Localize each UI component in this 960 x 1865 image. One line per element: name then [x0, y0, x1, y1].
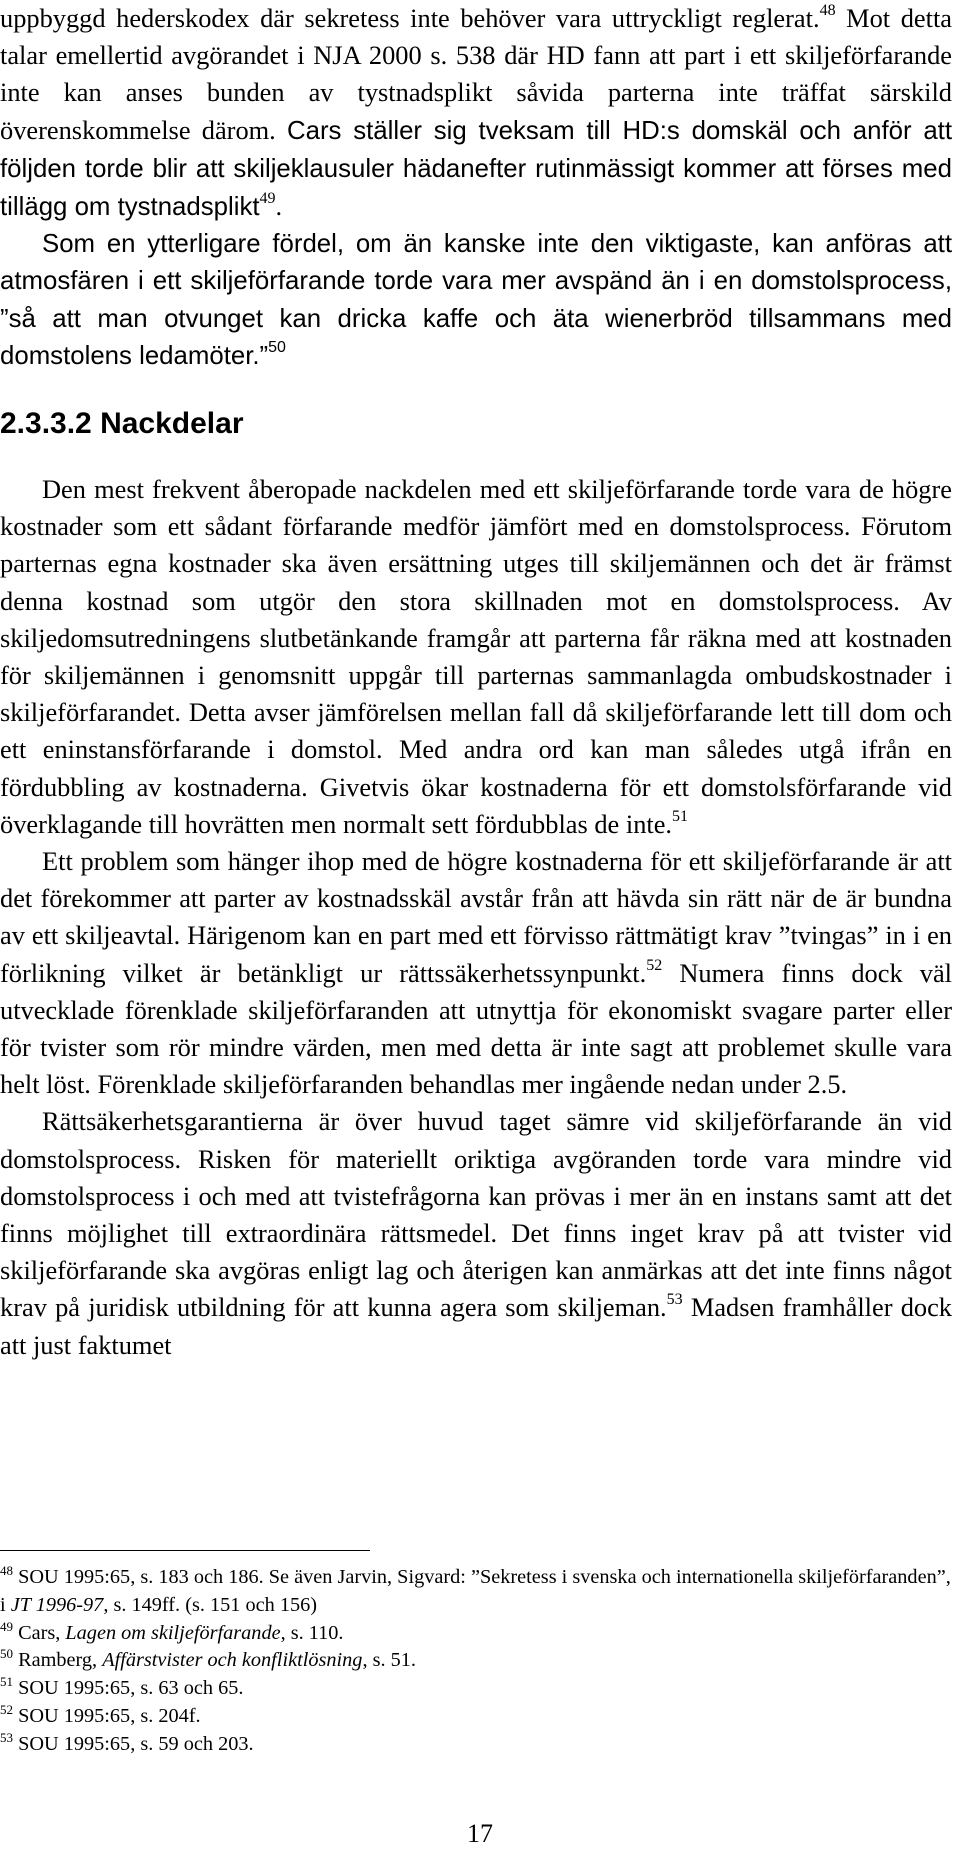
footnote-text: Ramberg, — [13, 1649, 103, 1672]
text-run-sans: Cars ställer sig tveksam till HD:s domskäl och anför att följden torde blir att skiljeklausuler hädanefter rutinmässigt kommer att förses med tillägg om tystnadsplikt — [0, 116, 952, 222]
footnote-title: JT 1996-97 — [10, 1593, 104, 1616]
page-number: 17 — [467, 1819, 493, 1848]
footnote-number: 51 — [0, 1674, 13, 1690]
body-text-section — [0, 471, 952, 1364]
footnote-text: SOU 1995:65, s. 204f. — [13, 1704, 201, 1727]
text-run: Numera finns dock väl utvecklade förenklade skiljeförfaranden att utnyttja för ekonomiskt svagare parter eller för tvister som rör mindre värden, men med detta är inte sagt att problemet skulle vara helt löst. Förenklade skiljeförfaranden behandlas mer ingående nedan under 2.5. — [0, 957, 952, 1100]
footnote-number: 50 — [0, 1646, 13, 1662]
text-run: Rättsäkerhetsgarantierna är över huvud taget sämre vid skiljeförfarande än vid domstolsprocess. Risken för materiellt oriktiga avgöranden torde vara mindre vid domstolsprocess i och med att tvistefrågorna kan prövas i mer än en instans samt att det finns möjlighet till extraordinära rättsmedel. Det finns inget krav på att tvister vid skiljeförfarande ska avgöras enligt lag och återigen kan anmärkas att det inte finns något krav på juridisk utbildning för att kunna agera som skiljeman. — [0, 1106, 952, 1323]
footnote-text: Cars, — [13, 1621, 66, 1644]
body-text-top — [0, 0, 952, 375]
paragraph-confidentiality — [0, 0, 952, 226]
paragraph-atmosphere — [0, 226, 952, 375]
footnote-item — [0, 1731, 952, 1759]
footnote-item — [0, 1620, 952, 1648]
paragraph-costs — [0, 471, 952, 843]
footnote-number: 53 — [0, 1729, 13, 1745]
footnote-text: SOU 1995:65, s. 63 och 65. — [13, 1677, 244, 1700]
footnote-title: Affärstvister och konfliktlösning — [102, 1649, 363, 1672]
footnote-item — [0, 1564, 952, 1620]
footnote-text: SOU 1995:65, s. 183 och 186. Se även Jarvin, Sigvard: ”Sekretess i svenska och internationella skiljeförfaranden”, i — [0, 1566, 951, 1616]
footnote-ref-49: 49 — [259, 190, 276, 208]
footnote-divider — [0, 1550, 370, 1551]
footnote-text: , s. 149ff. (s. 151 och 156) — [103, 1593, 317, 1616]
footnote-text: , s. 51. — [362, 1649, 416, 1672]
footnote-ref-52: 52 — [646, 956, 663, 974]
section-heading: 2.3.3.2 Nackdelar — [0, 407, 244, 440]
footnote-ref-48: 48 — [819, 2, 836, 19]
text-run-sans: Som en ytterligare fördel, om än kanske inte den viktigaste, kan anföras att atmosfären i ett skiljeförfarande torde vara mer avspänd än i en domstolsprocess, ”så att man otvunget kan dricka kaffe och äta wienerbröd tillsammans med domstolens ledamöter.” — [0, 230, 952, 370]
footnote-item — [0, 1675, 952, 1703]
paragraph-legal-certainty — [0, 1103, 952, 1363]
footnote-ref-50: 50 — [268, 338, 286, 356]
footnote-text: SOU 1995:65, s. 59 och 203. — [13, 1732, 254, 1755]
footnote-text: , s. 110. — [280, 1621, 344, 1644]
footnote-title: Lagen om skiljeförfarande — [65, 1621, 281, 1644]
footnote-ref-53: 53 — [666, 1291, 683, 1309]
footnote-number: 48 — [0, 1563, 13, 1578]
text-run: Den mest frekvent åberopade nackdelen med ett skiljeförfarande torde vara de högre kostnader som ett sådant förfarande medför jämfört med en domstolsprocess. Förutom parternas egna kostnader ska även ersättning utges till skiljemännen och det är främst denna kostnad som utgör den stora skillnaden mot en domstolsprocess. Av skiljedomsutredningens slutbetänkande framgår att parterna får räkna med att kostnaden för skiljemännen i genomsnitt uppgår till parternas sammanlagda ombudskostnader i skiljeförfarandet. Detta avser jämförelsen mellan fall då skiljeförfarande lett till dom och ett eninstansförfarande i domstol. Med andra ord kan man således utgå ifrån en fördubbling av kostnaderna. Givetvis ökar kostnaderna för ett domstolsförfarande vid överklagande till hovrätten men normalt sett fördubblas de inte. — [0, 474, 952, 839]
text-run: uppbyggd hederskodex där sekretess inte behöver vara uttryckligt reglerat. — [0, 3, 820, 33]
footnote-item — [0, 1647, 952, 1675]
paragraph-problem — [0, 843, 952, 1103]
text-run: Ett problem som hänger ihop med de högre kostnaderna för ett skiljeförfarande är att det förekommer att parter av kostnadsskäl avstår från att hävda sin rätt när de är bundna av ett skiljeavtal. Härigenom kan en part med ett förvisso rättmätigt krav ”tvingas” in i en förlikning vilket är betänkligt ur rättssäkerhetssynpunkt. — [0, 846, 952, 988]
footnote-number: 52 — [0, 1701, 13, 1717]
footnote-ref-51: 51 — [672, 807, 689, 825]
text-run: Mot detta talar emellertid avgörandet i NJA 2000 s. 538 där HD fann att part i ett skiljeförfarande inte kan anses bunden av tystnadsplikt såvida parterna inte träffat särskild överenskommelse därom. — [0, 3, 952, 145]
text-run: Madsen framhåller dock att just faktumet — [0, 1292, 952, 1360]
footnotes — [0, 1564, 952, 1759]
footnote-item — [0, 1703, 952, 1731]
text-run: . — [275, 191, 283, 222]
footnote-number: 49 — [0, 1618, 13, 1634]
